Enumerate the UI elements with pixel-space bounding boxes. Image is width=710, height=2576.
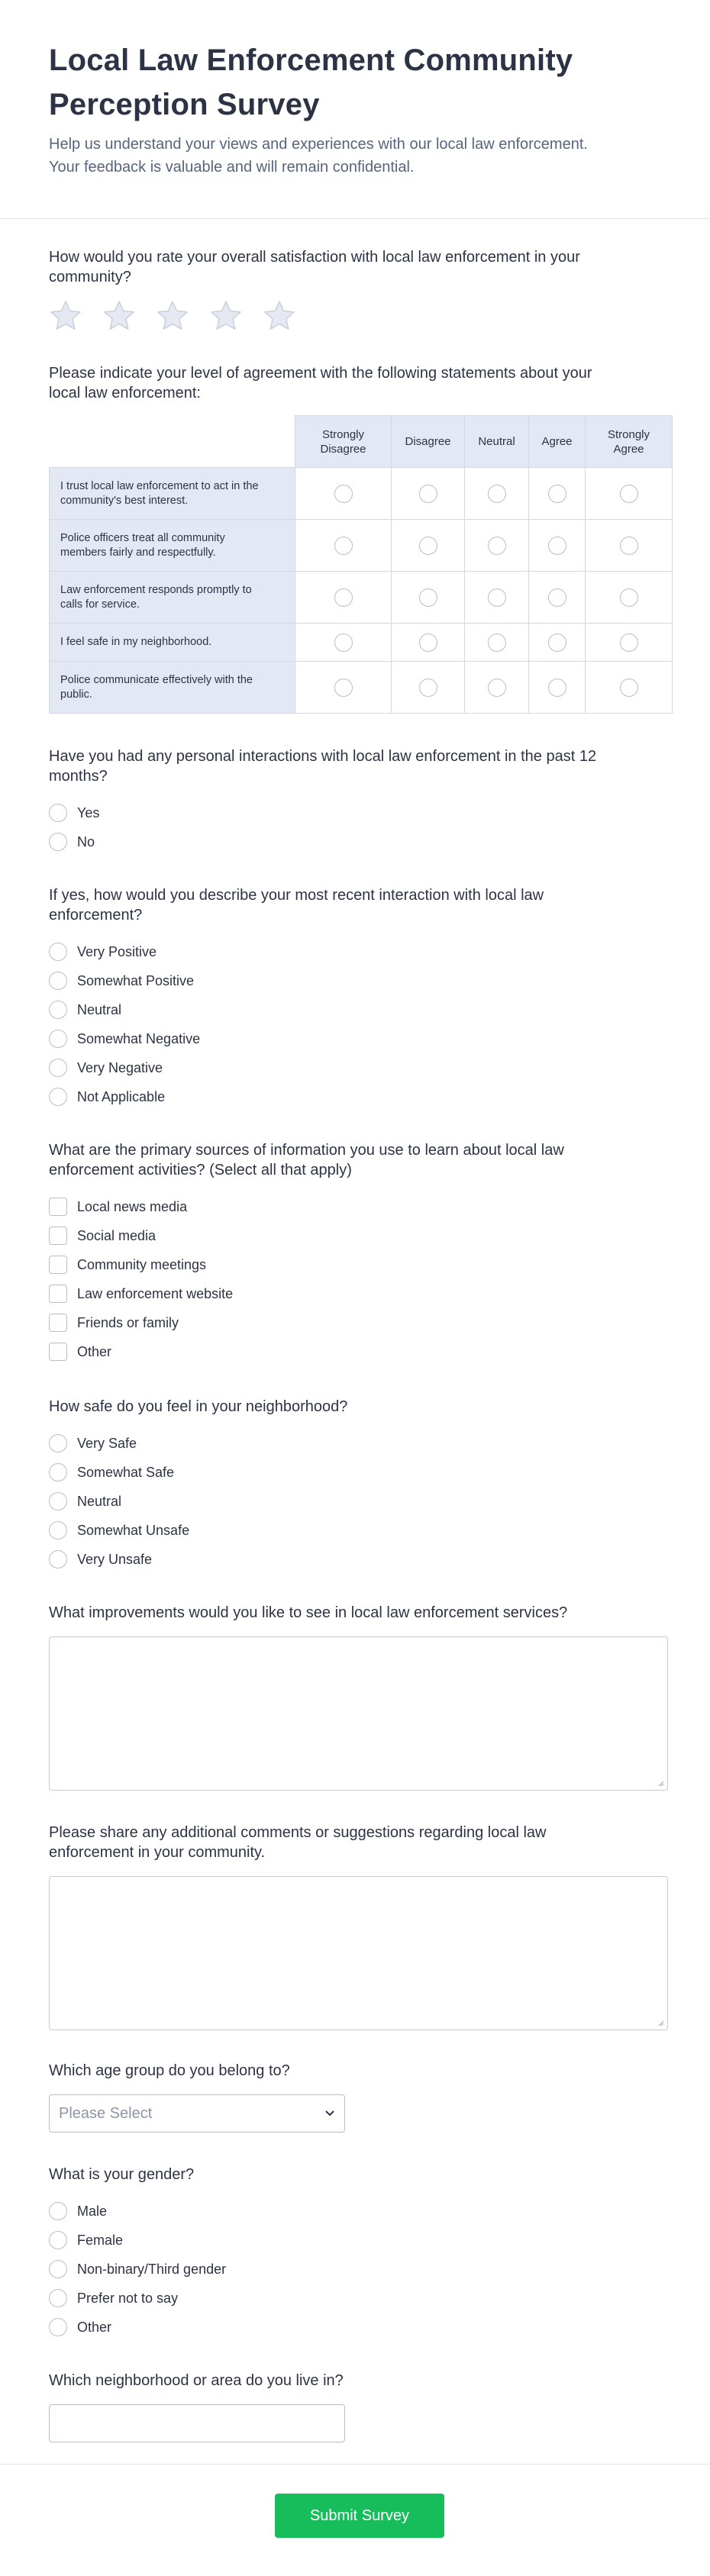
question-label	[49, 363, 644, 403]
option-label: Female	[77, 2232, 124, 2248]
matrix-cell	[529, 624, 586, 662]
radio-input[interactable]	[49, 1550, 67, 1568]
label-line-2: enforcement?	[49, 907, 143, 924]
question-label: How safe do you feel in your neighborhood?	[49, 1398, 348, 1415]
question-label	[49, 1140, 564, 1180]
option-checkbox[interactable]	[49, 1337, 564, 1366]
option-label: Somewhat Unsafe	[77, 1522, 190, 1538]
question-label	[49, 1823, 644, 1862]
option-radio[interactable]	[49, 1024, 544, 1053]
column-header-text: Disagree	[405, 435, 451, 448]
options-interactions	[49, 798, 596, 856]
matrix-radio[interactable]	[548, 634, 566, 652]
option-radio[interactable]	[49, 995, 544, 1024]
option-radio[interactable]	[49, 1545, 347, 1574]
matrix-radio[interactable]	[620, 634, 638, 652]
option-label: Somewhat Negative	[77, 1030, 201, 1046]
matrix-cell	[295, 520, 392, 572]
matrix-radio[interactable]	[548, 679, 566, 697]
chevron-down-icon	[324, 2110, 335, 2117]
option-label: Very Safe	[77, 1435, 137, 1451]
option-radio[interactable]	[49, 2284, 226, 2313]
matrix-radio[interactable]	[334, 485, 353, 503]
star-icon[interactable]	[49, 299, 82, 333]
subtitle-line-1: Help us understand your views and experiences with our local law enforcement.	[49, 136, 588, 153]
label-line-2: local law enforcement:	[49, 385, 201, 401]
matrix-radio[interactable]	[334, 679, 353, 697]
label-line-1: How would you rate your overall satisfaction with local law enforcement in your	[49, 249, 580, 266]
option-label: Very Negative	[77, 1059, 163, 1075]
matrix-column-header	[529, 416, 586, 468]
matrix-cell	[586, 662, 673, 714]
question-recent-interaction	[49, 885, 544, 1111]
matrix-radio[interactable]	[488, 679, 506, 697]
radio-input[interactable]	[49, 1492, 67, 1510]
option-label: Not Applicable	[77, 1088, 166, 1104]
matrix-cell	[392, 662, 465, 714]
option-label: Other	[77, 1343, 112, 1359]
matrix-cell	[529, 662, 586, 714]
label-line-2: enforcement in your community.	[49, 1844, 266, 1861]
option-radio[interactable]	[49, 1487, 347, 1516]
checkbox-input[interactable]	[49, 1343, 67, 1361]
option-radio[interactable]	[49, 1082, 544, 1111]
matrix-radio[interactable]	[548, 537, 566, 555]
matrix-cell	[392, 468, 465, 520]
radio-input[interactable]	[49, 2289, 67, 2307]
agreement-matrix	[49, 415, 673, 714]
option-radio[interactable]	[49, 1458, 347, 1487]
option-radio[interactable]	[49, 2197, 226, 2226]
column-header-text: Disagree	[320, 442, 366, 456]
question-agreement-matrix	[49, 363, 673, 714]
question-gender	[49, 2165, 226, 2342]
matrix-radio[interactable]	[419, 588, 437, 607]
question-additional-comments	[49, 1823, 668, 2030]
option-label: No	[77, 833, 95, 850]
question-label	[49, 247, 580, 287]
options-recent-interaction	[49, 937, 544, 1111]
option-label: Somewhat Positive	[77, 972, 195, 988]
radio-input[interactable]	[49, 833, 67, 851]
matrix-cell	[295, 572, 392, 624]
options-information-sources	[49, 1192, 564, 1366]
matrix-radio[interactable]	[620, 537, 638, 555]
question-neighborhood-safety	[49, 1397, 347, 1574]
row-label-text: public.	[60, 688, 92, 701]
radio-input[interactable]	[49, 2318, 67, 2336]
matrix-radio[interactable]	[488, 485, 506, 503]
row-label-text: Law enforcement responds promptly to	[60, 583, 252, 596]
question-label: What improvements would you like to see in local law enforcement services?	[49, 1604, 568, 1621]
matrix-radio[interactable]	[620, 679, 638, 697]
row-label-text: I feel safe in my neighborhood.	[60, 636, 212, 648]
star-icon[interactable]	[209, 299, 243, 333]
matrix-cell	[465, 662, 529, 714]
checkbox-input[interactable]	[49, 1198, 67, 1216]
matrix-radio[interactable]	[334, 537, 353, 555]
option-label: Other	[77, 2319, 112, 2335]
checkbox-input[interactable]	[49, 1285, 67, 1303]
row-label-text: Police officers treat all community	[60, 531, 225, 544]
label-line-2: months?	[49, 768, 108, 785]
matrix-row	[50, 468, 673, 520]
row-label-text: community's best interest.	[60, 494, 189, 507]
question-label	[49, 746, 596, 786]
radio-input[interactable]	[49, 1434, 67, 1452]
option-label: Very Positive	[77, 943, 157, 959]
column-header-text: Strongly	[607, 427, 650, 441]
matrix-row-label	[50, 572, 295, 624]
form-footer	[0, 2464, 710, 2576]
question-label	[49, 885, 544, 925]
checkbox-input[interactable]	[49, 1256, 67, 1274]
option-label: Neutral	[77, 1493, 122, 1509]
matrix-row	[50, 520, 673, 572]
matrix-radio[interactable]	[620, 588, 638, 607]
option-label: Prefer not to say	[77, 2290, 179, 2306]
option-label: Non-binary/Third gender	[77, 2261, 227, 2277]
matrix-radio[interactable]	[419, 485, 437, 503]
comments-textarea[interactable]	[49, 1876, 668, 2030]
question-improvements	[49, 1603, 668, 1791]
matrix-cell	[392, 572, 465, 624]
radio-input[interactable]	[49, 1463, 67, 1481]
option-label: Friends or family	[77, 1314, 179, 1330]
label-line-2: enforcement activities? (Select all that apply)	[49, 1162, 352, 1178]
option-label: Somewhat Safe	[77, 1464, 175, 1480]
option-radio[interactable]	[49, 966, 544, 995]
page-title	[49, 38, 661, 127]
matrix-radio[interactable]	[548, 485, 566, 503]
matrix-radio[interactable]	[419, 679, 437, 697]
radio-input[interactable]	[49, 972, 67, 990]
option-label: Law enforcement website	[77, 1285, 234, 1301]
matrix-cell	[392, 624, 465, 662]
matrix-row-label	[50, 662, 295, 714]
option-radio[interactable]	[49, 798, 596, 827]
matrix-cell	[586, 520, 673, 572]
option-checkbox[interactable]	[49, 1279, 564, 1308]
subtitle-line-2: Your feedback is valuable and will remain confidential.	[49, 159, 415, 176]
matrix-cell	[586, 572, 673, 624]
matrix-radio[interactable]	[334, 588, 353, 607]
column-header-text: Agree	[613, 442, 644, 456]
star-icon[interactable]	[156, 299, 189, 333]
option-label: Neutral	[77, 1001, 122, 1017]
resize-grip-icon[interactable]	[657, 1779, 664, 1787]
matrix-radio[interactable]	[488, 537, 506, 555]
row-label-text: members fairly and respectfully.	[60, 546, 216, 559]
option-radio[interactable]	[49, 2226, 226, 2255]
radio-input[interactable]	[49, 1088, 67, 1106]
option-checkbox[interactable]	[49, 1308, 564, 1337]
radio-input[interactable]	[49, 2260, 67, 2278]
column-header-text: Strongly	[321, 427, 365, 441]
matrix-radio[interactable]	[419, 634, 437, 652]
option-checkbox[interactable]	[49, 1192, 564, 1221]
matrix-cell	[529, 468, 586, 520]
matrix-row	[50, 662, 673, 714]
row-label-text: calls for service.	[60, 598, 140, 611]
matrix-cell	[465, 624, 529, 662]
matrix-radio[interactable]	[419, 537, 437, 555]
question-label: Which age group do you belong to?	[49, 2062, 290, 2079]
matrix-radio[interactable]	[334, 634, 353, 652]
checkbox-input[interactable]	[49, 1314, 67, 1332]
question-neighborhood	[49, 2371, 345, 2442]
radio-input[interactable]	[49, 2231, 67, 2249]
radio-input[interactable]	[49, 804, 67, 822]
row-label-text: I trust local law enforcement to act in the	[60, 479, 259, 492]
question-age-group	[49, 2061, 345, 2133]
submit-button[interactable]: Submit Survey	[275, 2494, 444, 2538]
matrix-cell	[392, 520, 465, 572]
radio-input[interactable]	[49, 1521, 67, 1539]
radio-input[interactable]	[49, 2202, 67, 2220]
matrix-row	[50, 572, 673, 624]
option-radio[interactable]	[49, 2255, 226, 2284]
checkbox-input[interactable]	[49, 1227, 67, 1245]
label-line-1: What are the primary sources of information you use to learn about local law	[49, 1142, 564, 1159]
radio-input[interactable]	[49, 1001, 67, 1019]
option-label: Yes	[77, 804, 100, 821]
option-label: Community meetings	[77, 1256, 207, 1272]
matrix-column-header	[586, 416, 673, 468]
question-information-sources	[49, 1140, 564, 1366]
question-label: Which neighborhood or area do you live in?	[49, 2372, 344, 2389]
option-label: Social media	[77, 1227, 157, 1243]
star-icon[interactable]	[102, 299, 136, 333]
column-header-text: Neutral	[478, 435, 515, 448]
matrix-cell	[295, 662, 392, 714]
select-placeholder: Please Select	[59, 2104, 153, 2122]
matrix-row-label	[50, 520, 295, 572]
matrix-cell	[295, 624, 392, 662]
question-personal-interactions	[49, 746, 596, 856]
star-icon[interactable]	[263, 299, 296, 333]
page-subtitle	[49, 133, 661, 179]
question-satisfaction	[49, 247, 580, 333]
radio-input[interactable]	[49, 1030, 67, 1048]
matrix-cell	[586, 624, 673, 662]
matrix-radio[interactable]	[488, 588, 506, 607]
matrix-cell	[529, 572, 586, 624]
matrix-column-header	[392, 416, 465, 468]
options-gender	[49, 2197, 226, 2342]
improvements-textarea[interactable]	[49, 1636, 668, 1791]
matrix-cell	[295, 468, 392, 520]
row-label-text: Police communicate effectively with the	[60, 673, 253, 686]
label-line-1: Have you had any personal interactions with local law enforcement in the past 12	[49, 748, 597, 765]
matrix-corner	[50, 416, 295, 468]
option-radio[interactable]	[49, 1053, 544, 1082]
matrix-row	[50, 624, 673, 662]
option-label: Male	[77, 2203, 108, 2219]
option-label: Local news media	[77, 1198, 188, 1214]
option-label: Very Unsafe	[77, 1551, 153, 1567]
matrix-row-label	[50, 468, 295, 520]
option-radio[interactable]	[49, 937, 544, 966]
matrix-row-label	[50, 624, 295, 662]
neighborhood-input[interactable]	[49, 2404, 345, 2442]
matrix-cell	[465, 572, 529, 624]
option-radio[interactable]	[49, 827, 596, 856]
age-group-select[interactable]	[49, 2094, 345, 2133]
option-radio[interactable]	[49, 1429, 347, 1458]
matrix-column-header	[465, 416, 529, 468]
question-label: What is your gender?	[49, 2166, 195, 2183]
column-header-text: Agree	[541, 435, 573, 448]
radio-input[interactable]	[49, 943, 67, 961]
option-radio[interactable]	[49, 2313, 226, 2342]
title-line-1: Local Law Enforcement Community	[49, 44, 573, 77]
title-line-2: Perception Survey	[49, 88, 320, 121]
option-radio[interactable]	[49, 1516, 347, 1545]
label-line-2: community?	[49, 269, 131, 285]
matrix-radio[interactable]	[488, 634, 506, 652]
label-line-1: Please indicate your level of agreement with the following statements about your	[49, 365, 592, 382]
option-checkbox[interactable]	[49, 1250, 564, 1279]
survey-header	[0, 0, 710, 219]
star-rating	[49, 299, 580, 333]
resize-grip-icon[interactable]	[657, 2019, 664, 2026]
options-safety	[49, 1429, 347, 1574]
label-line-1: Please share any additional comments or suggestions regarding local law	[49, 1824, 547, 1841]
matrix-radio[interactable]	[548, 588, 566, 607]
matrix-radio[interactable]	[620, 485, 638, 503]
matrix-cell	[465, 468, 529, 520]
matrix-cell	[586, 468, 673, 520]
matrix-cell	[529, 520, 586, 572]
label-line-1: If yes, how would you describe your most recent interaction with local law	[49, 887, 544, 904]
option-checkbox[interactable]	[49, 1221, 564, 1250]
matrix-column-header	[295, 416, 392, 468]
radio-input[interactable]	[49, 1059, 67, 1077]
matrix-cell	[465, 520, 529, 572]
